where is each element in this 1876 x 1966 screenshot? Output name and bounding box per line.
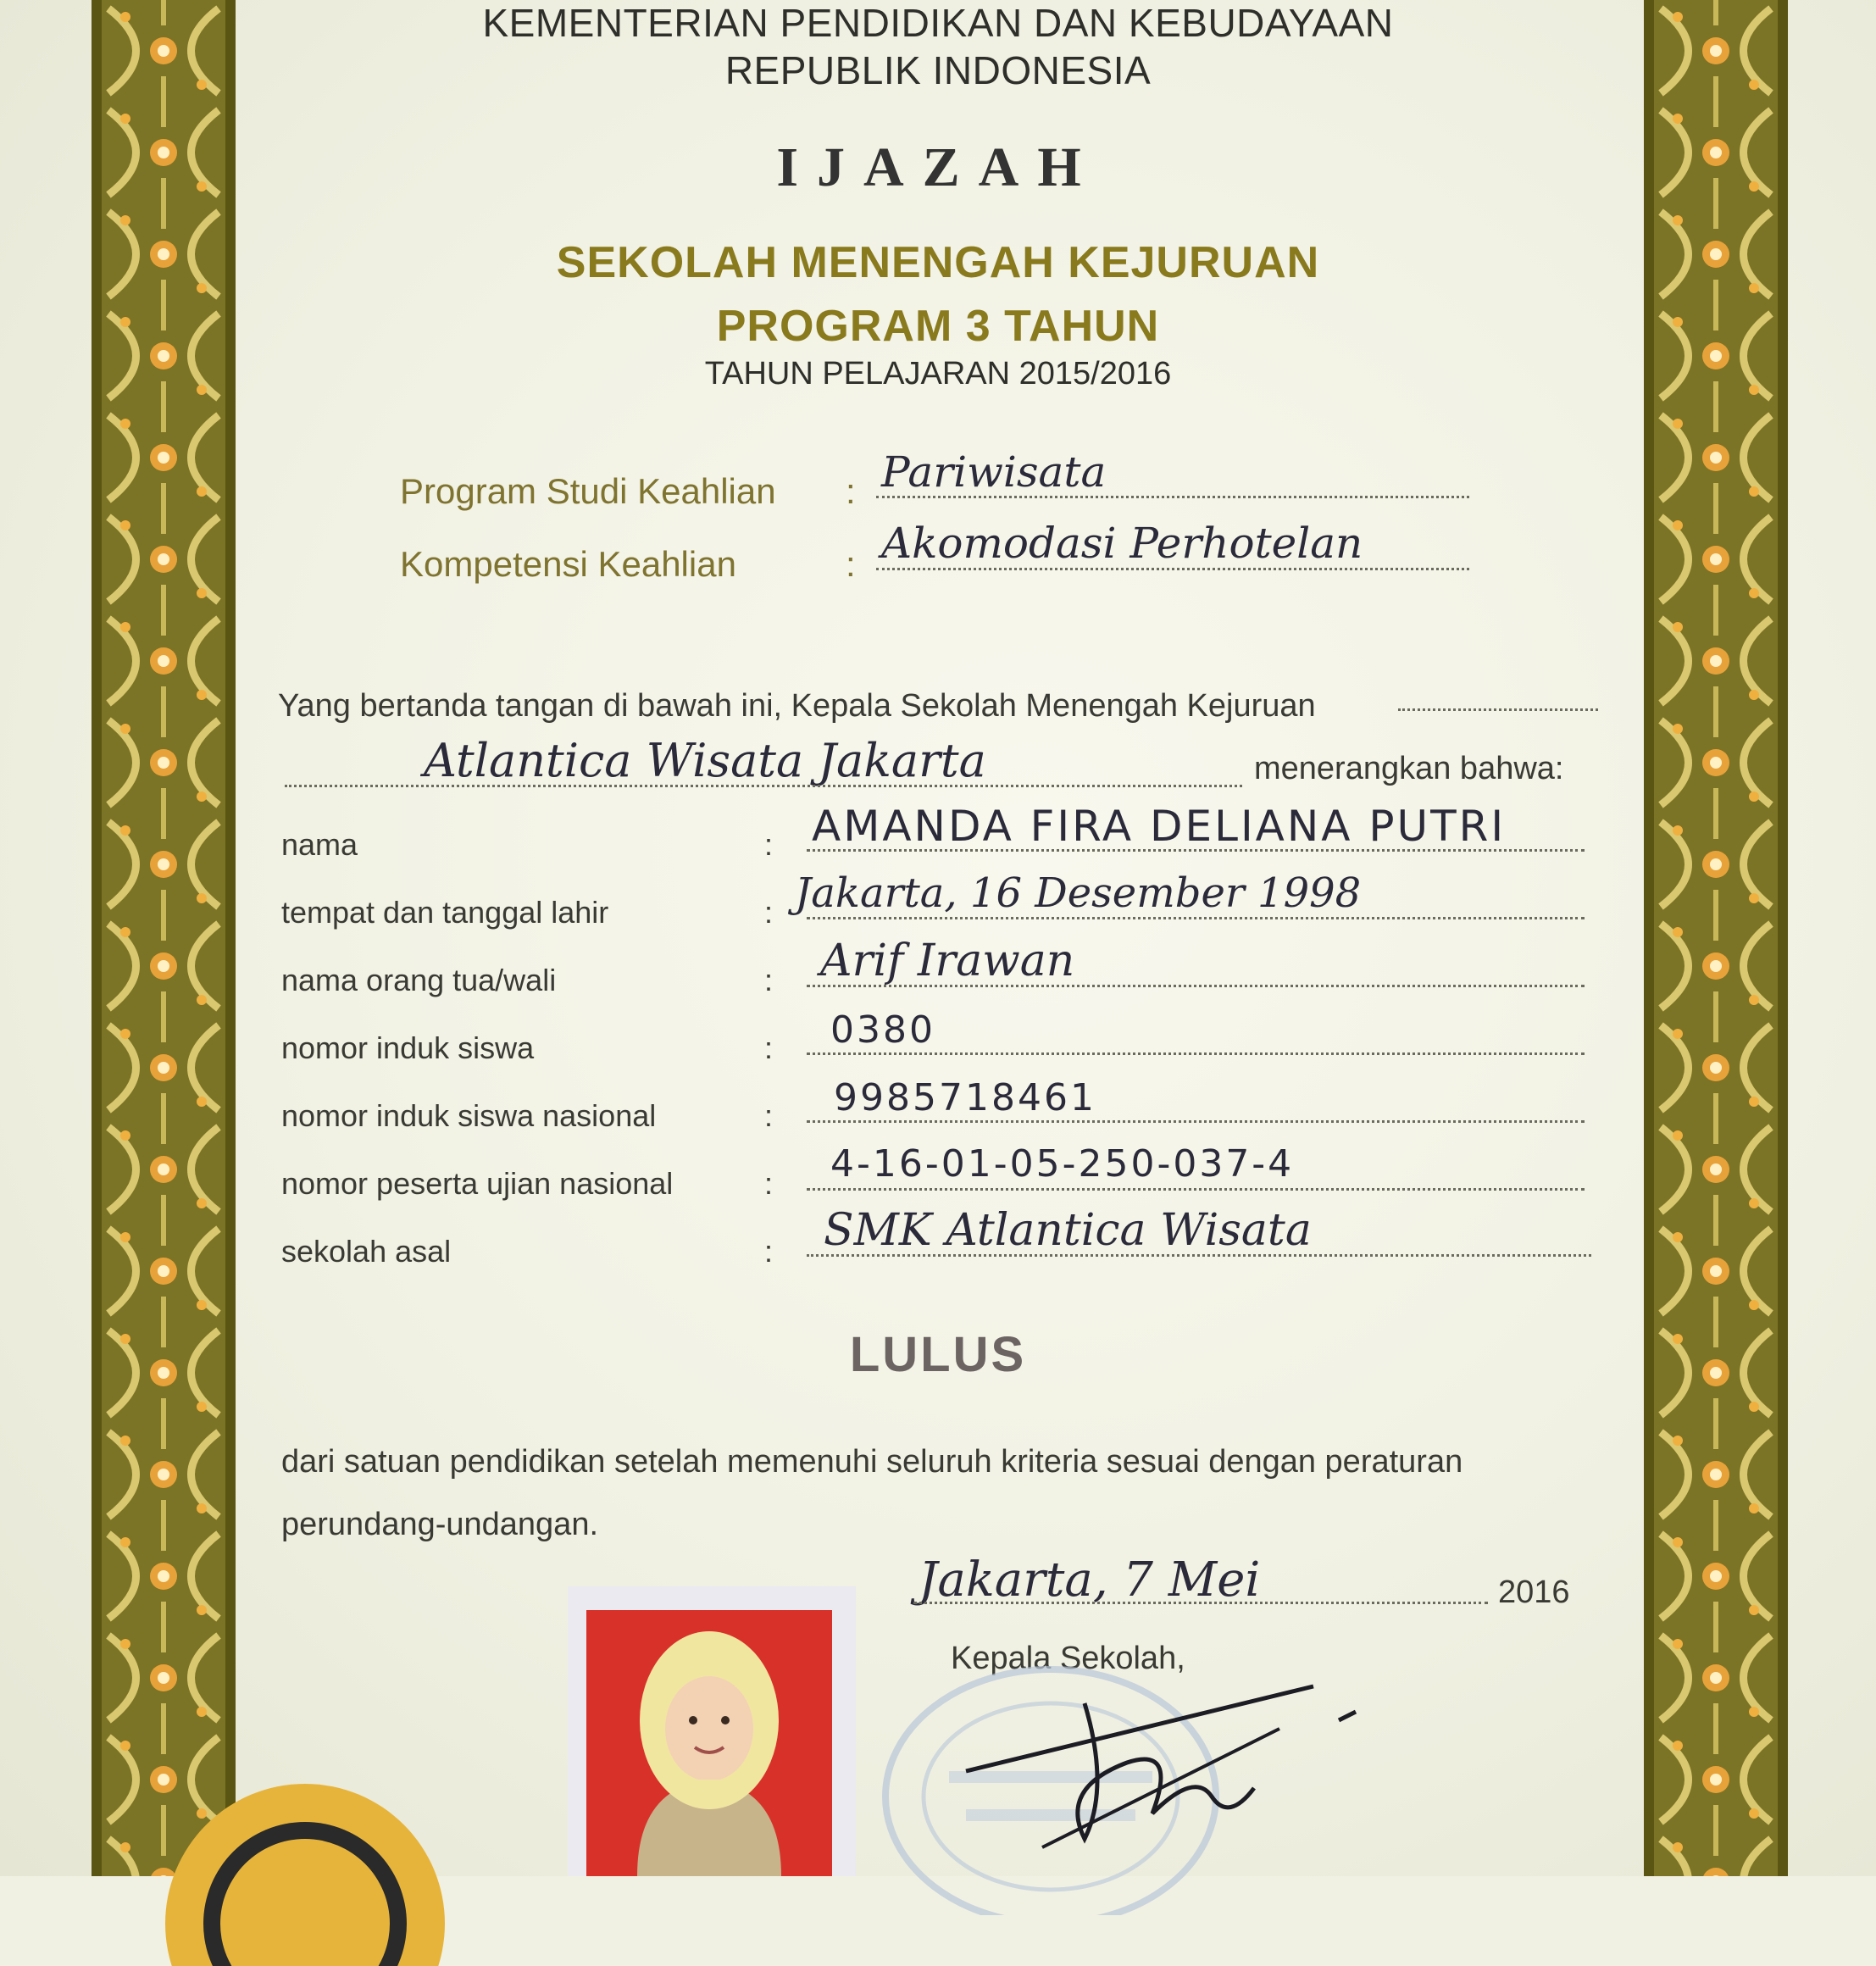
result-text-line2: perundang-undangan. [281, 1507, 599, 1542]
field-dotline [807, 1120, 1585, 1123]
field-colon: : [764, 827, 774, 862]
field-colon: : [764, 1234, 774, 1269]
program-duration: PROGRAM 3 TAHUN [716, 302, 1160, 351]
school-type: SEKOLAH MENENGAH KEJURUAN [556, 238, 1320, 287]
signature-role: Kepala Sekolah, [951, 1641, 1185, 1676]
principal-signature [957, 1669, 1381, 1876]
signature-year: 2016 [1498, 1574, 1570, 1610]
student-photo-illustration [586, 1610, 832, 1876]
academic-year: TAHUN PELAJARAN 2015/2016 [704, 356, 1172, 392]
field-dotline [807, 985, 1585, 987]
field-label-nisn: nomor induk siswa nasional [281, 1098, 657, 1133]
school-name-dotline [285, 785, 1242, 787]
school-name-value: Atlantica Wisata Jakarta [424, 734, 986, 787]
field-value-nisn: 9985718461 [834, 1076, 1096, 1119]
field-label-nis: nomor induk siswa [281, 1030, 535, 1065]
field-label-origin-school: sekolah asal [281, 1234, 452, 1269]
field-colon: : [764, 1030, 774, 1065]
field-value-exam-number: 4-16-01-05-250-037-4 [830, 1142, 1295, 1186]
graduation-status: LULUS [849, 1327, 1027, 1382]
school-emblem [161, 1780, 449, 1966]
field-value-nis: 0380 [830, 1008, 935, 1052]
field-value-birth: Jakarta, 16 Desember 1998 [795, 869, 1362, 917]
competency-label: Kompetensi Keahlian [400, 544, 736, 584]
field-colon: : [764, 1098, 774, 1133]
field-value-nama: AMANDA FIRA DELIANA PUTRI [812, 802, 1507, 851]
field-dotline [807, 1188, 1585, 1191]
competency-value: Akomodasi Perhotelan [881, 519, 1363, 568]
field-colon: : [764, 963, 774, 997]
ministry-line-2: REPUBLIK INDONESIA [724, 48, 1152, 92]
field-value-parent: Arif Irawan [820, 936, 1075, 986]
competency-colon: : [846, 544, 856, 584]
field-dotline [807, 849, 1585, 852]
field-label-birth: tempat dan tanggal lahir [281, 895, 609, 930]
competency-dotline [876, 568, 1469, 570]
student-photo [586, 1610, 832, 1876]
result-text-line1: dari satuan pendidikan setelah memenuhi seluruh kriteria sesuai dengan peraturan [281, 1444, 1463, 1480]
field-colon: : [764, 895, 774, 930]
field-label-parent: nama orang tua/wali [281, 963, 557, 997]
study-program-label: Program Studi Keahlian [400, 471, 776, 511]
field-dotline [807, 1254, 1591, 1257]
signature-place-date: Jakarta, 7 Mei [919, 1552, 1261, 1608]
signature-date-dotline [913, 1602, 1488, 1604]
ministry-line-1: KEMENTERIAN PENDIDIKAN DAN KEBUDAYAAN [482, 1, 1394, 45]
statement-intro: Yang bertanda tangan di bawah ini, Kepala Sekolah Menengah Kejuruan [278, 688, 1316, 724]
statement-suffix: menerangkan bahwa: [1254, 751, 1564, 786]
study-program-dotline [876, 496, 1469, 498]
field-colon: : [764, 1166, 774, 1201]
document-title: IJAZAH [776, 136, 1100, 198]
field-value-origin-school: SMK Atlantica Wisata [824, 1205, 1312, 1256]
field-label-exam-number: nomor peserta ujian nasional [281, 1166, 674, 1201]
study-program-value: Pariwisata [881, 447, 1107, 497]
field-label-nama: nama [281, 827, 358, 862]
study-program-colon: : [846, 471, 856, 511]
statement-dotline-1 [1398, 708, 1598, 711]
field-dotline [807, 1052, 1585, 1055]
field-dotline [807, 917, 1585, 919]
